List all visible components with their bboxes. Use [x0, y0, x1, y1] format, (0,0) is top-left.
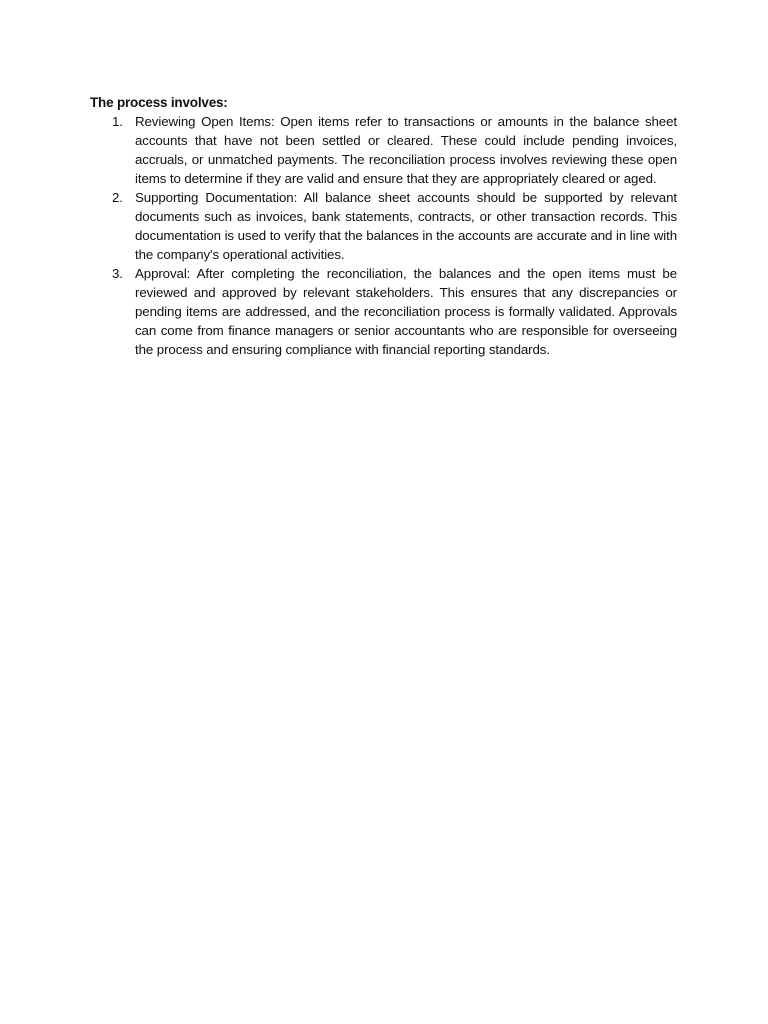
list-item-text: Reviewing Open Items: Open items refer to transactions or amounts in the balance sheet accounts that have not been settled or cleared. These could include pending invoices, accruals, or unmatched payments. The reconciliation process involves reviewing these open items to determine if they are valid and ensure that they are appropriately cleared or aged.	[135, 114, 677, 186]
list-item-text: Supporting Documentation: All balance sheet accounts should be supported by relevant documents such as invoices, bank statements, contracts, or other transaction records. This documentation is used to verify that the balances in the accounts are accurate and in line with the company's operational activities.	[135, 190, 677, 262]
list-item-number: 2.	[112, 190, 123, 205]
list-item-number: 3.	[112, 266, 123, 281]
list-item	[90, 264, 677, 359]
process-list	[90, 112, 677, 359]
list-item	[90, 112, 677, 188]
document-content	[90, 93, 677, 359]
list-item-number: 1.	[112, 114, 123, 129]
list-item	[90, 188, 677, 264]
list-item-text: Approval: After completing the reconciliation, the balances and the open items must be reviewed and approved by relevant stakeholders. This ensures that any discrepancies or pending items are addressed, and the reconciliation process is formally validated. Approvals can come from finance managers or senior accountants who are responsible for overseeing the process and ensuring compliance with financial reporting standards.	[135, 266, 677, 357]
section-heading: The process involves:	[90, 95, 228, 110]
